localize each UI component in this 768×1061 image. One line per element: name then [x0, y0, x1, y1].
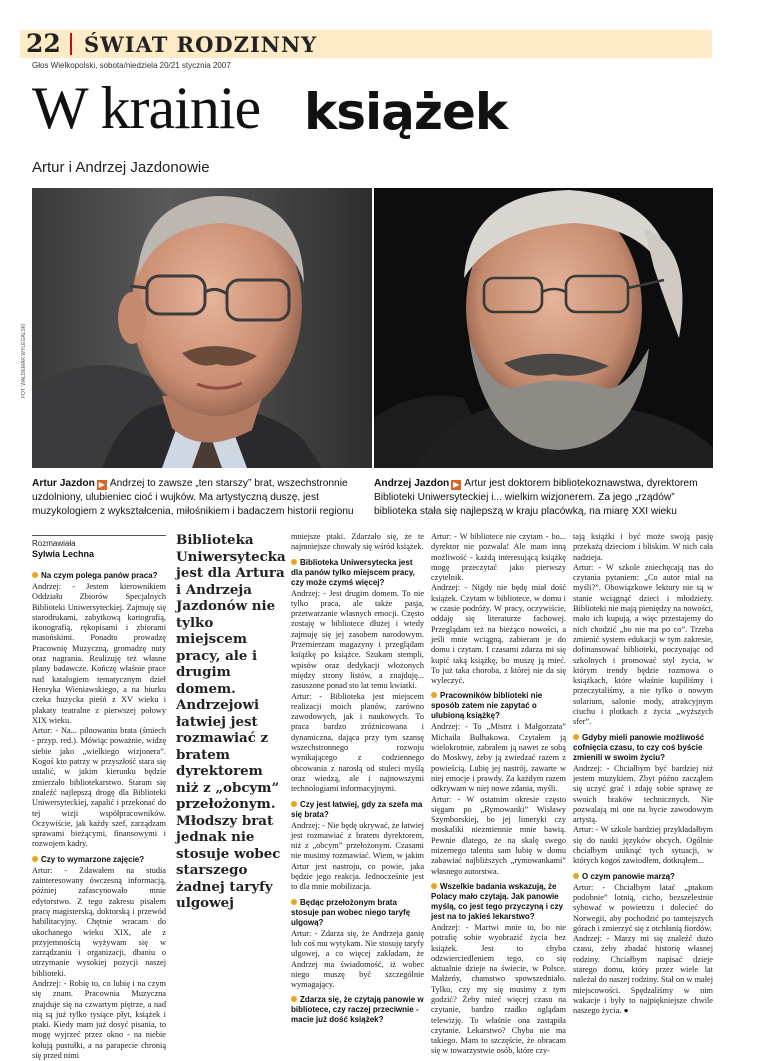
- answer: Andrzej: - Jest drugim domem. To nie tylko praca, ale także pasja, przetwarzanie własnych emocji. Często zostaję w bibliotece dłużej i wtedy zajmuję się jej zasobem narodowym. Przemierzam magazyny i przeglądam książkę po książce. Szukam stempli, wpisów oraz dedykacji włożonych między strony listów, a znajduję... zasuszone ponad sto lat temu kwiatki.: [291, 588, 424, 691]
- bullet-icon: [32, 572, 38, 578]
- answer: Artur: - Chciałbym latać „ptakom podobnie” lotnią, cicho, bezszelestnie sybować w powietrzu i dolecieć do Norwegii, aby pochodzić po tamtejszych górach i zmierzyć się z otchłanią fiordów.: [573, 882, 713, 933]
- bullet-icon: [291, 996, 297, 1002]
- answer: Artur: - W ostatnim okresie często sięgam po „Rymowanki” Wisławy Szymborskiej, bo jej limeryki czy moskaliki niezmiennie mnie bawią. Pewnie dlatego, że na skalę swego mizernego talentu sam lubię w domu zabawiać najbliższych „rymowankami” własnego autorstwa.: [431, 794, 566, 876]
- answer: Andrzej: - To „Mistrz i Małgorzata” Michaiła Bułhakowa. Czytałem ją wielokrotnie, zabrałem ją nawet ze sobą do Moskwy, żeby ją zwiedzać razem z powieścią. Lubię jej nastrój, zawarte w niej emocje i prawdy. Za każdym razem odkrywam w niej nowe zdania, myśli.: [431, 722, 566, 794]
- answer: Andrzej: - Jestem kierownikiem Oddziału Zbiorów Specjalnych Biblioteki Uniwersyteckiej. Zajmuję się starodrukami, zabytkową kartografią, ikonografią, rękopisami i zbiorami masońskimi. Ponadto prowadzę Pracownię Muzyczną, gromadzę nuty oraz nagrania. Realizuję też własne plany badawcze. Kończę właśnie prace nad katalogiem tematycznym dzieł Henryka Wieniawskiego, a na biurku czeka huzycka pieśń z XV wieku i plakaty teatralne z pierwszej połowy XIX wieku.: [32, 582, 166, 725]
- question: Wszelkie badania wskazują, że Polacy mało czytają. Jak panowie myślą, co jest tego przyczyną i czy jest na to jakieś lekarstwo?: [431, 881, 564, 921]
- byline-name: Sylwia Lechna: [32, 549, 95, 559]
- question: Czy jest łatwiej, gdy za szefa ma się brata?: [291, 799, 423, 819]
- arrow-right-icon: ▶: [453, 480, 460, 489]
- byline-label: Rozmawiała: [32, 539, 76, 548]
- question: Gdyby mieli panowie możliwość cofnięcia czasu, to czy coś byście zmienili w swoim życiu?: [573, 732, 705, 762]
- section-title: ŚWIAT RODZINNY: [84, 32, 318, 57]
- question: Będąc przełożonym brata stosuje pan wobec niego taryfę ulgową?: [291, 897, 411, 927]
- bullet-icon: [32, 856, 38, 862]
- caption-left-text: Andrzej to zawsze „ten starszy” brat, wszechstronnie uzdolniony, ulubieniec cioć i wujków. Ma artystyczną duszę, jest muzykologiem z wykształcenia, miłośnikiem i badaczem historii regionu: [32, 478, 354, 517]
- bullet-icon: [573, 734, 579, 740]
- portrait-andrzej: [374, 188, 713, 468]
- headline-part1: W krainie: [32, 75, 261, 141]
- photo-artur: [32, 188, 372, 468]
- caption-right-text: Artur jest doktorem bibliotekoznawstwa, dyrektorem Biblioteki Uniwersyteckiej i... wielkim wizjonerem. Za jego „rządów” biblioteka stała się najlepszą w kraju placówką, na miarę XXI wieku: [374, 478, 698, 517]
- bullet-icon: [431, 883, 437, 889]
- question: Czy to wymarzone zajęcie?: [32, 855, 166, 865]
- answer: Artur: - Biblioteka jest miejscem realizacji moich planów, zarówno zawodowych, jak i naukowych. To praca bardzo zróżnicowana i dynamiczna, dająca przy tym szansę wszechstronnego rozwoju wynikającego z codziennego obcowania z narosłą od stuleci myślą oraz wiedzą, ale i najnowszymi technologiami informacyjnymi.: [291, 691, 424, 794]
- answer: Artur: - Zdawałem na studia zainteresowany ówczesną informacją, później zafascynowało mnie edytorstwo. Z tego zakresu pisałem pracę magisterską, doktorską i przewód habilitacyjny. Chętnie wracam do ukochanego wieku XIX, ale z przyjemnością wyżywam się w zarządzaniu i organizacji, dbaniu o utrzymanie wysokiej pozycji naszej biblioteki.: [32, 865, 166, 978]
- question: Biblioteka Uniwersytecka jest dla panów tylko miejscem pracy, czy może czymś więcej?: [291, 557, 415, 587]
- caption-left: [32, 477, 372, 519]
- caption-right: [374, 477, 713, 519]
- dateline: Głos Wielkopolski, sobota/niedziela 20/21 stycznia 2007: [32, 61, 231, 70]
- photo-credit: FOT. WALDEMAR WYLEGALSKI: [21, 323, 27, 398]
- bullet-icon: [291, 899, 297, 905]
- answer: Artur: - Zdarza się, że Andrzeja ganię lub coś mu wytykam. Nie stosuję taryfy ulgowej, a co więcej zakładam, że Andrzej ma świadomość, iż wobec niego muszę być szczególnie wymagający.: [291, 928, 424, 990]
- answer: tają książki i być może swoją pasję przekażą dzieciom i bliskim. W nich cała nadzieja.: [573, 532, 713, 562]
- bullet-icon: [431, 692, 437, 698]
- answer: Andrzej: - Robię to, co lubię i na czym się znam. Pracownia Muzyczna znajduje się na czwartym piętrze, a nad nią są już tylko tysiące płyt, książek i ptaki. Kiedy mam już dosyć pisania, to mogę wyjrzeć przez okno - na niebie kołują pustułki, a na parapecie chronią się przed nimi: [32, 978, 166, 1061]
- answer: Andrzej: - Chciałbym być bardziej niż jestem muzykiem. Zbyt późno zacząłem się uczyć grać i zdaję sobie sprawę ze swoich braków technicznych. Nie pozwalają mi one na bycie zawodowym artystą.: [573, 763, 713, 825]
- article-subtitle: Artur i Andrzej Jazdonowie: [32, 159, 210, 176]
- article-column-2: [291, 532, 424, 1025]
- answer: Artur: - W szkole zniechęcają nas do czytania pytaniem: „Co autor miał na myśli?”. Obowiązkowe lektury nie są w stanie wciągnąć dzieci i młodzieży. Biblioteki nie mają pieniędzy na nowości, mało ich kupują, a więc przestajemy do nich chodzić „bo nie ma po co”. Trzeba zmienić system edukacji w tym zakresie, dofinansować biblioteki, poczynając od szkolnych i promować styl życia, w którym trendy będzie rozmowa o książkach, które właśnie kupiliśmy i przeczytaliśmy, a nie tylko o nowym solarium, salonie mody, atrakcyjnym ciuchu i plotkach z życia „wyższych sfer”.: [573, 562, 713, 727]
- bullet-icon: [573, 873, 579, 879]
- article-column-3: [431, 532, 566, 1056]
- answer: Artur: - Na... pilnowaniu brata (śmiech - przyp. red.). Mówiąc poważnie, widzę siebie jako „wielkiego wizjonera”. Kogoś kto patrzy w przyszłość stara się ustalić, w jakim kierunku będzie zmierzało bibliotekarstwo. Staram się znaleźć najlepszą drogę dla Biblioteki Uniwersyteckiej, zapalić i przekonać do tej wizji współpracowników. Oczywiście, jak każdy szef, zarządzam sprawami bieżącymi, finansowymi i rozwojem kadry.: [32, 726, 166, 849]
- caption-left-name: Artur Jazdon: [32, 478, 95, 489]
- header-divider: [70, 33, 72, 55]
- answer: Andrzej: - Nigdy nie będę miał dość książek. Czytam w bibliotece, w domu i w czasie podróży. W pracy, oczywiście, oddaję się literaturze fachowej. Przeglądam też na bieżąco nowości, a jeśli mnie wciągną, zabieram je do domu i czytam. I czasami zdarza mi się kupić taką książkę, bo muszę ją mieć. To już taka choroba, z której nie da się wyleczyć.: [431, 583, 566, 686]
- question: Zdarza się, że czytają panowie w bibliotece, czy raczej przeciwnie - macie już dość książek?: [291, 995, 424, 1025]
- article-column-1: [32, 566, 166, 1061]
- pull-quote: Biblioteka Uniwersytecka jest dla Artura i Andrzeja Jazdonów nie tylko miejscem pracy, ale i drugim domem. Andrzejowi łatwiej jest rozmawiać z bratem dyrektorem niż z „obcym” przełożonym. Młodszy brat jednak nie stosuje wobec starszego żadnej taryfy ulgowej: [176, 532, 286, 911]
- arrow-right-icon: ▶: [98, 480, 105, 489]
- page-number: 22: [26, 29, 61, 58]
- headline-part2: książek: [304, 83, 508, 141]
- byline-rule: [32, 535, 166, 536]
- question: Pracowników biblioteki nie sposób zatem nie zapytać o ulubioną książkę?: [431, 691, 543, 721]
- portrait-artur: [32, 188, 372, 468]
- bullet-icon: [291, 559, 297, 565]
- answer: mniejsze ptaki. Zdarzało się, że te najmniejsze chowały się wśród książek.: [291, 532, 424, 552]
- question: O czym panowie marzą?: [573, 872, 713, 882]
- photo-andrzej: [374, 188, 713, 468]
- answer: Andrzej: - Martwi mnie to, bo nie potrafię sobie wyobrazić życia bez książek. Jest to chyba odzwierciedleniem tego, co się aktualnie dzieje na świecie, w Polsce. Małżeńy, chamstwo spowszedniało. Tylko, czy my się musimy z tym godzić? Żeby mieć więcej czasu na czytanie, bardzo rzadko oglądam telewizję. To właśnie ona zastąpiła czytanie. Lekarstwo? Chyba nie ma takiego. Mam to szczęście, że obracam się w towarzystwie osób, które czy-: [431, 922, 566, 1056]
- answer: Andrzej: - Marzy mi się znaleźć dużo czasu, żeby zbadać historię własnej rodziny. Chciałbym napisać dzieje starego domu, który przez wiele lat należał do naszej rodziny. Stał on w małej miejscowości. Spędzaliśmy w nim wakacje i były to najpiękniejsze chwile naszego życia. ●: [573, 934, 713, 1016]
- caption-right-name: Andrzej Jazdon: [374, 478, 450, 489]
- question: Na czym polega panów praca?: [32, 571, 166, 581]
- bullet-icon: [291, 801, 297, 807]
- answer: Andrzej: - Nie będę ukrywać, że łatwiej jest rozmawiać z bratem dyrektorem, niż z „obcym” przełożonym. Czasami nie musimy rozmawiać. Wiem, w jakim Artur jest nastroju, co powie, jaka będzie jego reakcja. Jednocześnie jest to dla mnie mobilizacja.: [291, 820, 424, 892]
- article-column-4: [573, 532, 713, 1016]
- answer: Artur: - W szkole bardziej przykładałbym się do nauki języków obcych. Ogólnie chciałbym uniknąć tych sytuacji, w których kogoś zawiodłem, dotknąłem...: [573, 825, 713, 866]
- answer: Artur: - W bibliotece nie czytam - bo... dyrektor nie pozwala! Ale mam inną możliwość - każdą interesującą książkę mogę przeczytać jako pierwszy czytelnik.: [431, 532, 566, 583]
